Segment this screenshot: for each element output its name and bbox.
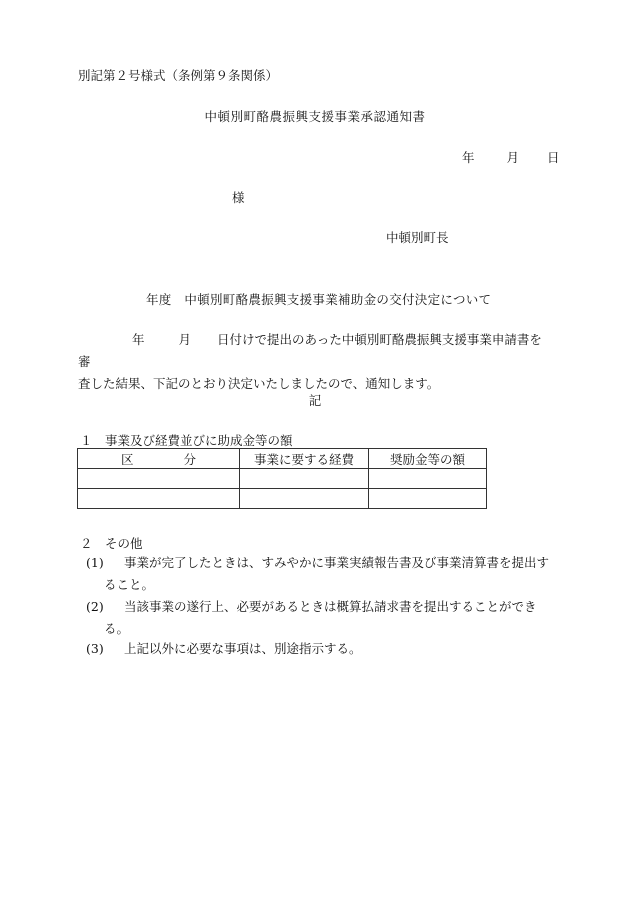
form-label: 別記第２号様式（条例第９条関係） — [78, 68, 279, 83]
sender: 中頓別町長 — [386, 230, 449, 245]
item-continuation: る。 — [104, 621, 130, 636]
body-line2: 査した結果、下記のとおり決定いたしましたので、通知します。 — [78, 376, 440, 391]
item-number: (1) — [86, 555, 104, 570]
date-day: 日 — [547, 150, 560, 165]
item-text: 上記以外に必要な事項は、別途指示する。 — [124, 641, 362, 656]
table-row — [78, 469, 487, 489]
table-header-row — [78, 449, 487, 469]
list-item — [86, 596, 556, 640]
body-year: 年 — [132, 332, 145, 347]
body-paragraph — [78, 329, 552, 395]
table-cell — [78, 469, 240, 489]
section-2-heading: ２ その他 — [80, 536, 143, 551]
document-title: 中頓別町酪農振興支援事業承認通知書 — [204, 109, 426, 124]
table-cell — [78, 489, 240, 509]
body-line1: 日付けで提出のあった中頓別町酪農振興支援事業申請書を審 — [78, 332, 542, 369]
date-year: 年 — [462, 150, 475, 165]
date-line — [462, 148, 560, 166]
grant-table — [77, 448, 487, 509]
item-number: (3) — [86, 641, 104, 656]
body-month: 月 — [178, 332, 192, 347]
table-header-category: 区 分 — [78, 449, 240, 469]
table-row — [78, 489, 487, 509]
item-text: 事業が完了したときは、すみやかに事業実績報告書及び事業清算書を提出す — [124, 555, 550, 570]
subject-line: 年度 中頓別町酪農振興支援事業補助金の交付決定について — [146, 292, 492, 307]
section-1-heading: １ 事業及び経費並びに助成金等の額 — [80, 433, 293, 448]
list-item — [86, 638, 556, 660]
ki-heading: 記 — [308, 393, 322, 408]
item-continuation: ること。 — [104, 577, 155, 592]
item-number: (2) — [86, 599, 104, 614]
recipient-suffix: 様 — [232, 190, 245, 205]
table-cell — [240, 489, 369, 509]
table-header-cost: 事業に要する経費 — [240, 449, 369, 469]
table-header-grant: 奨励金等の額 — [369, 449, 487, 469]
item-text: 当該事業の遂行上、必要があるときは概算払請求書を提出することができ — [124, 599, 537, 614]
date-month: 月 — [506, 150, 520, 165]
table-cell — [369, 489, 487, 509]
list-item — [86, 552, 556, 596]
table-cell — [240, 469, 369, 489]
table-cell — [369, 469, 487, 489]
